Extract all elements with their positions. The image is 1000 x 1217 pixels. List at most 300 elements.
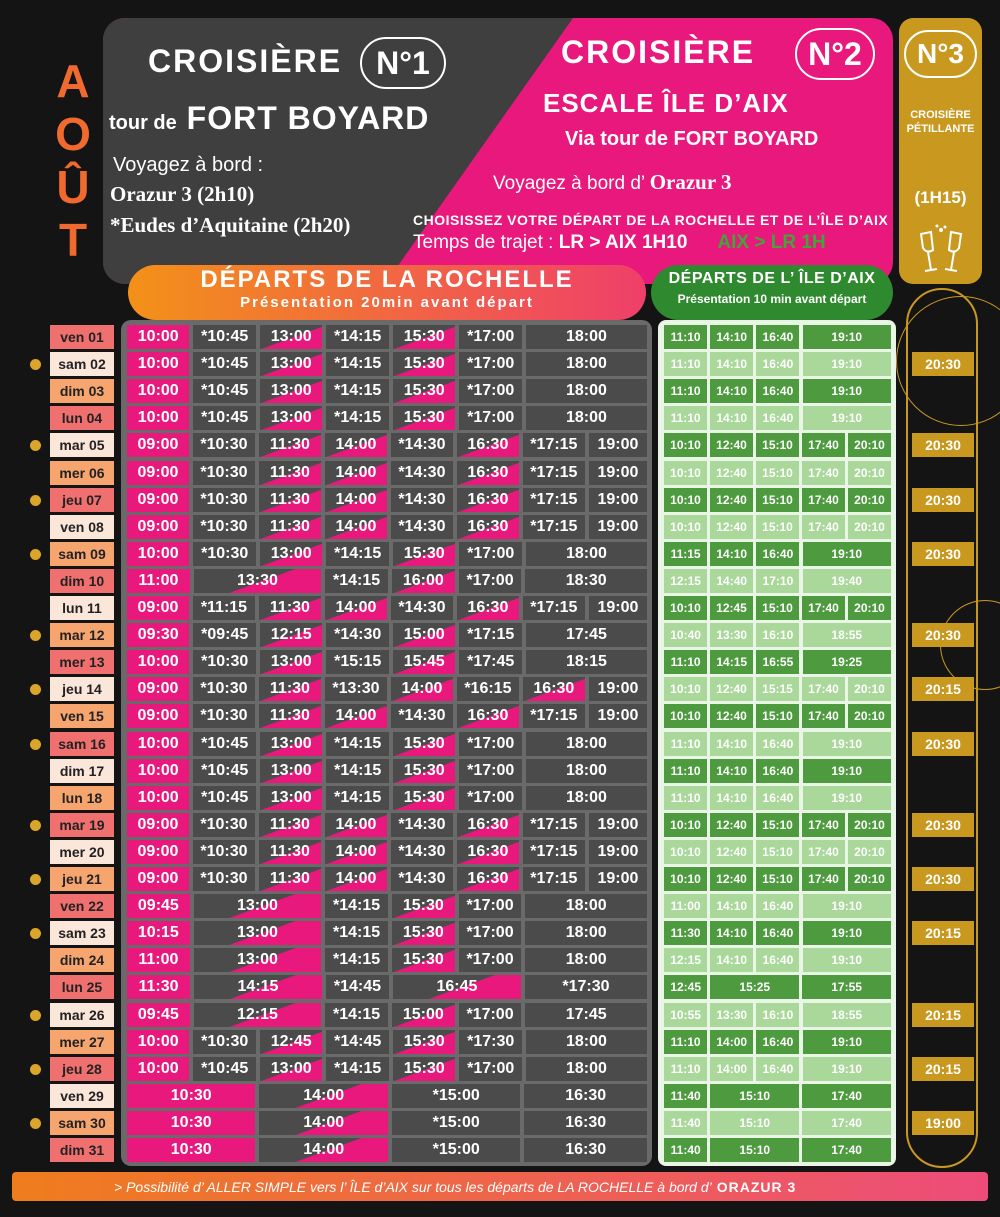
la-rochelle-departure: *10:30 xyxy=(193,650,255,674)
la-rochelle-departure: 14:00 xyxy=(325,840,387,864)
ile-aix-departure: 10:10 xyxy=(664,461,707,485)
la-rochelle-departure: 16:30 xyxy=(457,488,519,512)
la-rochelle-departure: 19:00 xyxy=(589,433,647,457)
ile-aix-departure: 20:10 xyxy=(848,704,891,728)
la-rochelle-departure: *17:15 xyxy=(523,867,585,891)
la-rochelle-departure: *17:00 xyxy=(459,379,521,403)
ile-aix-departure: 15:10 xyxy=(756,840,799,864)
la-rochelle-departure: 13:00 xyxy=(260,732,322,756)
ile-aix-departure: 16:40 xyxy=(756,379,799,403)
la-rochelle-departure: *14:30 xyxy=(391,461,453,485)
ile-aix-departure: 14:40 xyxy=(710,569,753,593)
ile-aix-departure: 11:40 xyxy=(664,1084,707,1108)
ile-aix-departure: 19:10 xyxy=(803,379,891,403)
cruise3-day-dot xyxy=(30,820,41,831)
la-rochelle-departure: *14:15 xyxy=(325,894,388,918)
ile-aix-departure: 17:40 xyxy=(802,1138,891,1162)
la-rochelle-departure: *17:15 xyxy=(523,488,585,512)
la-rochelle-departure: 13:00 xyxy=(260,325,322,349)
la-rochelle-departure: *14:45 xyxy=(326,1030,388,1054)
ile-aix-departure: 14:10 xyxy=(710,406,753,430)
ile-aix-departure: 17:40 xyxy=(802,677,845,701)
la-rochelle-departure: 18:00 xyxy=(525,948,647,972)
la-rochelle-departure: *11:15 xyxy=(193,596,255,620)
day-label: jeu 21 xyxy=(50,867,114,891)
la-rochelle-departure: 15:30 xyxy=(392,948,455,972)
la-rochelle-departure: 18:00 xyxy=(526,732,647,756)
ile-aix-departure: 17:40 xyxy=(802,596,845,620)
la-rochelle-departure: 13:00 xyxy=(260,352,322,376)
la-rochelle-departure: 11:30 xyxy=(259,867,321,891)
ile-aix-departure: 11:10 xyxy=(664,325,707,349)
la-rochelle-departure: *17:15 xyxy=(523,433,585,457)
ile-aix-departure: 13:30 xyxy=(710,1003,753,1027)
ile-aix-departure: 14:10 xyxy=(710,786,753,810)
ile-aix-departure: 17:40 xyxy=(802,515,845,539)
ile-aix-departure: 15:10 xyxy=(710,1084,799,1108)
ile-aix-departure: 16:40 xyxy=(756,1057,799,1081)
la-rochelle-departure: *15:00 xyxy=(392,1084,520,1108)
ile-aix-departure: 10:40 xyxy=(664,623,707,647)
la-rochelle-departure: *13:30 xyxy=(325,677,387,701)
la-rochelle-departure: *14:15 xyxy=(325,921,388,945)
la-rochelle-departure: 19:00 xyxy=(589,704,647,728)
la-rochelle-departure: 13:00 xyxy=(260,406,322,430)
ile-aix-departure: 16:40 xyxy=(756,921,799,945)
la-rochelle-departure: 16:30 xyxy=(524,1138,647,1162)
la-rochelle-departure: 15:30 xyxy=(393,759,455,783)
ile-aix-departure: 11:10 xyxy=(664,406,707,430)
ile-aix-departure: 10:10 xyxy=(664,488,707,512)
la-rochelle-departure: 14:00 xyxy=(259,1084,387,1108)
ile-aix-departure: 20:10 xyxy=(848,596,891,620)
la-rochelle-departure: 16:30 xyxy=(457,515,519,539)
cruise3-label-1: CROISIÈRE xyxy=(910,109,971,121)
ile-aix-departure: 15:25 xyxy=(710,975,799,999)
la-rochelle-departure: 14:00 xyxy=(325,461,387,485)
la-rochelle-departure: 19:00 xyxy=(589,840,647,864)
la-rochelle-departure: *10:30 xyxy=(193,704,255,728)
ile-aix-departure: 20:10 xyxy=(848,433,891,457)
la-rochelle-departure: *17:00 xyxy=(459,325,521,349)
ile-aix-departure: 12:40 xyxy=(710,704,753,728)
ile-aix-departure: 14:10 xyxy=(710,325,753,349)
la-rochelle-departure: *14:30 xyxy=(391,596,453,620)
la-rochelle-departure: 10:30 xyxy=(127,1111,255,1135)
cruise3-day-dot xyxy=(30,1064,41,1075)
cruise1-sub-big: FORT BOYARD xyxy=(186,100,430,136)
la-rochelle-departure: *14:15 xyxy=(326,759,388,783)
ile-aix-departure: 16:40 xyxy=(756,732,799,756)
la-rochelle-departure: 18:00 xyxy=(526,379,647,403)
ile-aix-departure: 11:30 xyxy=(664,921,707,945)
ile-aix-departure: 10:10 xyxy=(664,515,707,539)
day-label: mar 12 xyxy=(50,623,114,647)
footer-text: > Possibilité d’ ALLER SIMPLE vers l’ ÎLE d’AIX sur tous les départs de LA ROCHELLE à bord d’ xyxy=(114,1178,712,1195)
la-rochelle-departure: 17:45 xyxy=(526,623,647,647)
la-rochelle-departure: 13:00 xyxy=(194,921,321,945)
la-rochelle-departure: *17:00 xyxy=(459,732,521,756)
la-rochelle-departure: 09:00 xyxy=(127,433,189,457)
footer-note xyxy=(12,1172,988,1201)
day-label: dim 17 xyxy=(50,759,114,783)
la-rochelle-departure: *14:15 xyxy=(325,1003,388,1027)
ile-aix-departure: 20:10 xyxy=(848,488,891,512)
la-rochelle-departure: 15:00 xyxy=(392,1003,455,1027)
la-rochelle-departure: 11:30 xyxy=(259,433,321,457)
cruise3-duration: (1H15) xyxy=(914,188,967,207)
la-rochelle-departure: *14:30 xyxy=(391,813,453,837)
day-label: dim 24 xyxy=(50,948,114,972)
la-rochelle-departure: *17:15 xyxy=(523,596,585,620)
ile-aix-departure: 16:40 xyxy=(756,406,799,430)
la-rochelle-departure: 15:30 xyxy=(393,406,455,430)
ile-aix-departure: 19:10 xyxy=(803,325,891,349)
la-rochelle-departure: 19:00 xyxy=(589,515,647,539)
la-rochelle-departure: 12:45 xyxy=(260,1030,322,1054)
la-rochelle-departure: 09:00 xyxy=(127,677,189,701)
ile-aix-departure: 17:40 xyxy=(802,461,845,485)
ile-aix-departure: 17:10 xyxy=(756,569,799,593)
cruise3-departure: 20:30 xyxy=(912,488,974,512)
ile-aix-departure: 14:10 xyxy=(710,352,753,376)
cruise1-boat-2: *Eudes d’Aquitaine (2h20) xyxy=(110,213,351,237)
la-rochelle-departure: 18:00 xyxy=(526,352,647,376)
ile-aix-departure: 19:10 xyxy=(803,948,891,972)
la-rochelle-departure: 15:00 xyxy=(393,623,455,647)
ile-aix-departure: 10:10 xyxy=(664,433,707,457)
ile-aix-departure: 16:40 xyxy=(756,948,799,972)
ile-aix-departure: 14:10 xyxy=(710,894,753,918)
la-rochelle-departure: 10:00 xyxy=(127,406,189,430)
la-rochelle-departure: 19:00 xyxy=(589,677,647,701)
ile-aix-departure: 16:40 xyxy=(756,542,799,566)
cruise2-choose-text: CHOISISSEZ VOTRE DÉPART DE LA ROCHELLE ET DE L’ÎLE D’AIX xyxy=(413,212,889,228)
la-rochelle-departure: 10:00 xyxy=(127,1057,189,1081)
ile-aix-departure: 11:10 xyxy=(664,732,707,756)
day-label: mar 05 xyxy=(50,433,114,457)
ile-aix-departure: 14:10 xyxy=(710,542,753,566)
ile-aix-departure: 15:10 xyxy=(756,704,799,728)
ile-aix-departure: 20:10 xyxy=(848,867,891,891)
la-rochelle-departure: *14:15 xyxy=(326,732,388,756)
ile-aix-departure: 16:40 xyxy=(756,325,799,349)
day-label: lun 25 xyxy=(50,975,114,999)
cruise3-departure: 20:15 xyxy=(912,1057,974,1081)
day-label: sam 02 xyxy=(50,352,114,376)
la-rochelle-departure: 13:00 xyxy=(194,894,321,918)
la-rochelle-departure: *10:30 xyxy=(193,677,255,701)
la-rochelle-departure: *10:30 xyxy=(193,433,255,457)
ile-aix-departure: 20:10 xyxy=(848,840,891,864)
ile-aix-departure: 15:10 xyxy=(756,813,799,837)
day-label: ven 15 xyxy=(50,704,114,728)
ile-aix-departure: 17:55 xyxy=(802,975,891,999)
cruise2-via: Via tour de FORT BOYARD xyxy=(565,128,819,150)
la-rochelle-departure: 14:00 xyxy=(325,433,387,457)
la-rochelle-departure: *17:30 xyxy=(525,975,647,999)
cruise3-day-dot xyxy=(30,1118,41,1129)
la-rochelle-departure: 09:00 xyxy=(127,840,189,864)
ile-aix-departure: 12:40 xyxy=(710,813,753,837)
month-letter: T xyxy=(58,214,88,266)
la-rochelle-departure: *14:15 xyxy=(326,786,388,810)
la-rochelle-departure: 14:00 xyxy=(325,596,387,620)
la-rochelle-departure: *14:30 xyxy=(391,488,453,512)
ile-aix-departure: 17:40 xyxy=(802,867,845,891)
la-rochelle-departure: *17:00 xyxy=(459,1057,521,1081)
la-rochelle-departure: *10:45 xyxy=(193,379,255,403)
cruise3-day-dot xyxy=(30,684,41,695)
la-rochelle-departure: 18:00 xyxy=(526,1057,647,1081)
la-rochelle-departure: *14:30 xyxy=(391,867,453,891)
cruise1-title: CROISIÈRE xyxy=(148,43,343,79)
month-letter: A xyxy=(56,55,90,107)
la-rochelle-departure: 16:30 xyxy=(457,813,519,837)
la-rochelle-departure: 18:00 xyxy=(525,894,647,918)
trip-lr-aix: LR > AIX 1H10 xyxy=(558,232,688,253)
la-rochelle-departure: 10:00 xyxy=(127,379,189,403)
day-label: ven 29 xyxy=(50,1084,114,1108)
day-label: ven 22 xyxy=(50,894,114,918)
ile-aix-departure: 19:10 xyxy=(803,1057,891,1081)
la-rochelle-departure: 14:00 xyxy=(259,1138,387,1162)
cruise3-day-dot xyxy=(30,739,41,750)
ile-aix-departure: 17:40 xyxy=(802,704,845,728)
la-rochelle-departure: 09:30 xyxy=(127,623,189,647)
cruise3-departure: 20:30 xyxy=(912,867,974,891)
day-label: ven 01 xyxy=(50,325,114,349)
la-rochelle-departure: *10:45 xyxy=(193,325,255,349)
cruise3-label-2: PÉTILLANTE xyxy=(906,123,975,135)
cruise3-day-dot xyxy=(30,1010,41,1021)
la-rochelle-departure: 17:45 xyxy=(525,1003,647,1027)
ile-aix-departure: 20:10 xyxy=(848,515,891,539)
cruise1-boat-1: Orazur 3 (2h10) xyxy=(110,182,255,206)
la-rochelle-departure: *14:30 xyxy=(391,433,453,457)
cruise3-day-dot xyxy=(30,928,41,939)
la-rochelle-departure: 14:00 xyxy=(325,515,387,539)
ile-aix-departure: 17:40 xyxy=(802,1111,891,1135)
la-rochelle-departure: *14:15 xyxy=(326,1057,388,1081)
ile-aix-departure: 12:40 xyxy=(710,488,753,512)
la-rochelle-departure: *14:15 xyxy=(325,948,388,972)
ile-aix-departure: 19:10 xyxy=(803,352,891,376)
ile-aix-departure: 17:40 xyxy=(802,433,845,457)
ile-aix-departure: 11:15 xyxy=(664,542,707,566)
ile-aix-departure: 10:55 xyxy=(664,1003,707,1027)
la-rochelle-departure: 11:00 xyxy=(127,569,190,593)
ile-aix-departure: 12:40 xyxy=(710,515,753,539)
ile-aix-departure: 14:10 xyxy=(710,379,753,403)
ile-aix-departure: 16:40 xyxy=(756,759,799,783)
la-rochelle-departure: *17:00 xyxy=(459,352,521,376)
cruise3-number: N°3 xyxy=(904,30,977,78)
cruise1-sub-small: tour de xyxy=(109,112,177,134)
la-rochelle-departure: *10:45 xyxy=(193,759,255,783)
ile-aix-title: DÉPARTS DE L’ ÎLE D’AIX xyxy=(668,270,876,287)
cruise3-day-dot xyxy=(30,630,41,641)
la-rochelle-departure: 18:00 xyxy=(526,406,647,430)
ile-aix-departure: 12:40 xyxy=(710,433,753,457)
cruise3-departure: 20:15 xyxy=(912,1003,974,1027)
ile-aix-departure: 16:40 xyxy=(756,786,799,810)
ile-aix-departure: 12:15 xyxy=(664,569,707,593)
la-rochelle-departure: *15:15 xyxy=(326,650,388,674)
la-rochelle-departure: 10:00 xyxy=(127,786,189,810)
la-rochelle-departure: *10:45 xyxy=(193,732,255,756)
la-rochelle-departure: 11:30 xyxy=(259,704,321,728)
footer-boat: ORAZUR 3 xyxy=(716,1178,797,1195)
ile-aix-departure: 19:10 xyxy=(803,921,891,945)
ile-aix-departure: 19:10 xyxy=(803,542,891,566)
ile-aix-departure: 10:10 xyxy=(664,840,707,864)
day-label: jeu 07 xyxy=(50,488,114,512)
la-rochelle-departure: 11:30 xyxy=(259,596,321,620)
ile-aix-departure: 12:15 xyxy=(664,948,707,972)
ile-aix-departure: 15:10 xyxy=(756,461,799,485)
la-rochelle-departure: *14:30 xyxy=(391,515,453,539)
la-rochelle-departure: *14:30 xyxy=(326,623,388,647)
la-rochelle-departure: 09:00 xyxy=(127,596,189,620)
ile-aix-departure: 20:10 xyxy=(848,677,891,701)
la-rochelle-departure: *15:00 xyxy=(392,1111,520,1135)
ile-aix-departure: 13:30 xyxy=(710,623,753,647)
la-rochelle-departure: 14:00 xyxy=(325,704,387,728)
la-rochelle-departure: *10:45 xyxy=(193,352,255,376)
ile-aix-departure: 12:40 xyxy=(710,867,753,891)
la-rochelle-departure: 13:00 xyxy=(260,786,322,810)
la-rochelle-departure: *17:45 xyxy=(459,650,521,674)
la-rochelle-departure: *14:30 xyxy=(391,704,453,728)
day-label: mer 06 xyxy=(50,461,114,485)
la-rochelle-departure: 09:00 xyxy=(127,461,189,485)
la-rochelle-departure: 11:30 xyxy=(259,813,321,837)
ile-aix-departure: 14:10 xyxy=(710,948,753,972)
month-letter: Û xyxy=(56,161,90,213)
la-rochelle-departure: 14:15 xyxy=(194,975,322,999)
cruise1-number: N°1 xyxy=(360,37,446,89)
ile-aix-departure: 17:40 xyxy=(802,840,845,864)
ile-aix-departure: 12:40 xyxy=(710,677,753,701)
month-letter: O xyxy=(55,108,91,160)
day-label: lun 18 xyxy=(50,786,114,810)
la-rochelle-departure: 11:30 xyxy=(127,975,190,999)
la-rochelle-departure: 14:00 xyxy=(325,488,387,512)
la-rochelle-departure: 15:30 xyxy=(393,732,455,756)
la-rochelle-departure: *17:00 xyxy=(459,921,522,945)
la-rochelle-departure: 10:00 xyxy=(127,759,189,783)
ile-aix-departure: 12:45 xyxy=(664,975,707,999)
la-rochelle-departure: 19:00 xyxy=(589,596,647,620)
la-rochelle-departure: 09:00 xyxy=(127,867,189,891)
cruise2-number: N°2 xyxy=(795,28,875,80)
day-label: lun 11 xyxy=(50,596,114,620)
cruise1-voyage-label: Voyagez à bord : xyxy=(113,154,264,176)
ile-aix-departure: 15:15 xyxy=(756,677,799,701)
day-label: jeu 28 xyxy=(50,1057,114,1081)
ile-aix-departure: 10:10 xyxy=(664,813,707,837)
cruise2-title: CROISIÈRE xyxy=(561,34,756,70)
la-rochelle-departure: *10:30 xyxy=(193,867,255,891)
la-rochelle-departure: 14:00 xyxy=(259,1111,387,1135)
ile-aix-departure: 11:10 xyxy=(664,352,707,376)
la-rochelle-departure: 10:00 xyxy=(127,352,189,376)
ile-aix-departure: 15:10 xyxy=(710,1138,799,1162)
ile-aix-departure: 14:00 xyxy=(710,1057,753,1081)
la-rochelle-departure: 15:30 xyxy=(393,1030,455,1054)
la-rochelle-departure: *17:00 xyxy=(459,894,522,918)
ile-aix-departure: 10:10 xyxy=(664,677,707,701)
la-rochelle-departure: 18:00 xyxy=(526,1030,647,1054)
la-rochelle-departure: *14:30 xyxy=(391,840,453,864)
la-rochelle-departure: 18:00 xyxy=(526,759,647,783)
la-rochelle-departure: 10:30 xyxy=(127,1138,255,1162)
la-rochelle-departure: 10:00 xyxy=(127,1030,189,1054)
cruise2-boat: Orazur 3 xyxy=(649,170,732,194)
ile-aix-departure: 15:10 xyxy=(756,596,799,620)
la-rochelle-departure: 09:45 xyxy=(127,1003,190,1027)
la-rochelle-departure: 11:30 xyxy=(259,461,321,485)
la-rochelle-departure: *10:30 xyxy=(193,488,255,512)
ile-aix-departure: 18:55 xyxy=(803,1003,891,1027)
la-rochelle-departure: *10:30 xyxy=(193,515,255,539)
la-rochelle-departure: 15:30 xyxy=(393,379,455,403)
la-rochelle-departure: 16:30 xyxy=(457,433,519,457)
la-rochelle-departure: *10:30 xyxy=(193,461,255,485)
la-rochelle-departure: 12:15 xyxy=(260,623,322,647)
ile-aix-departure: 19:10 xyxy=(803,732,891,756)
la-rochelle-departure: 16:30 xyxy=(457,840,519,864)
ile-aix-departure: 18:55 xyxy=(803,623,891,647)
la-rochelle-departure: 11:30 xyxy=(259,515,321,539)
la-rochelle-departure: *17:00 xyxy=(459,542,521,566)
la-rochelle-departure: 13:00 xyxy=(260,542,322,566)
trip-aix-lr: AIX > LR 1H xyxy=(717,232,826,253)
la-rochelle-departure: *10:30 xyxy=(193,813,255,837)
la-rochelle-departure: *14:15 xyxy=(325,569,388,593)
la-rochelle-departure: 19:00 xyxy=(589,488,647,512)
la-rochelle-departure: 15:30 xyxy=(393,325,455,349)
la-rochelle-departure: 16:30 xyxy=(457,704,519,728)
la-rochelle-departure: 10:30 xyxy=(127,1084,255,1108)
ile-aix-departure: 12:40 xyxy=(710,840,753,864)
ile-aix-departure: 11:10 xyxy=(664,1030,707,1054)
la-rochelle-departure: *17:15 xyxy=(523,461,585,485)
ile-aix-departure: 16:40 xyxy=(756,352,799,376)
la-rochelle-departure: 15:30 xyxy=(393,542,455,566)
ile-aix-departure: 19:10 xyxy=(803,1030,891,1054)
day-label: mar 26 xyxy=(50,1003,114,1027)
la-rochelle-departure: 13:00 xyxy=(260,1057,322,1081)
ile-aix-departure: 16:10 xyxy=(756,623,799,647)
ile-aix-departure: 15:10 xyxy=(756,867,799,891)
cruise3-departure: 20:30 xyxy=(912,433,974,457)
ile-aix-departure: 14:10 xyxy=(710,732,753,756)
day-label: mer 20 xyxy=(50,840,114,864)
la-rochelle-departure: *10:45 xyxy=(193,406,255,430)
la-rochelle-departure: 19:00 xyxy=(589,867,647,891)
la-rochelle-departure: 18:00 xyxy=(526,786,647,810)
la-rochelle-departure: 13:00 xyxy=(260,379,322,403)
ile-aix-departure: 14:10 xyxy=(710,759,753,783)
ile-aix-departure: 15:10 xyxy=(756,433,799,457)
la-rochelle-departure: *17:00 xyxy=(459,786,521,810)
ile-aix-departure: 16:55 xyxy=(756,650,799,674)
ile-aix-departure: 10:10 xyxy=(664,596,707,620)
day-label: dim 10 xyxy=(50,569,114,593)
ile-aix-departure: 17:40 xyxy=(802,488,845,512)
